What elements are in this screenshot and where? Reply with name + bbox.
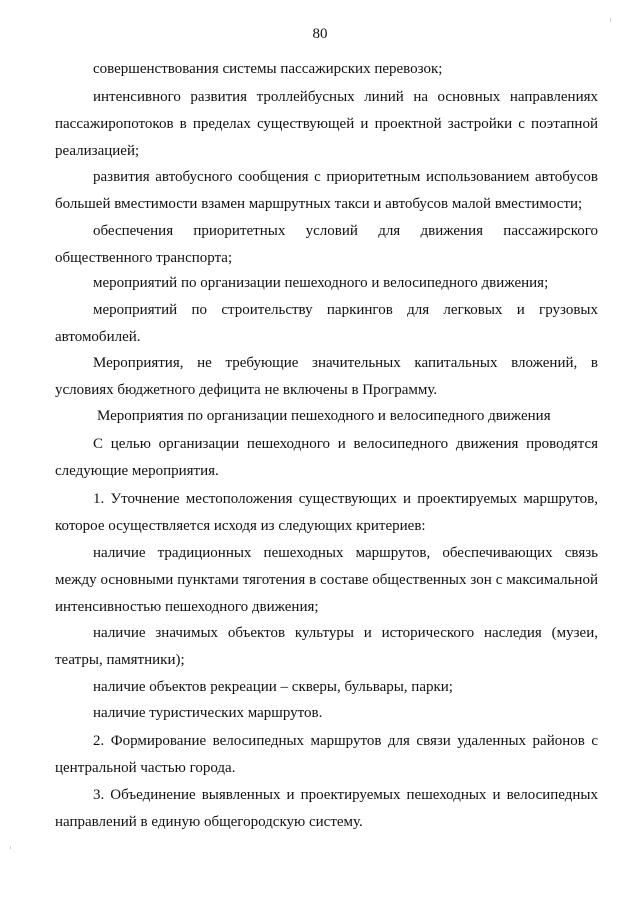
paragraph-trolleybus: интенсивного развития троллейбусных линий на основных направлениях пассажиропотоков в пределах существующей и проектной застройки с поэтапной реализацией; [55, 89, 598, 159]
section-heading: Мероприятия по организации пешеходного и велосипедного движения [97, 408, 551, 424]
paragraph-criterion-routes: наличие традиционных пешеходных маршрутов, обеспечивающих связь между основными пунктами тяготения в составе общественных зон с максимальной интенсивностью пешеходного движения; [55, 545, 598, 615]
paragraph-parking: мероприятий по строительству паркингов для легковых и грузовых автомобилей. [55, 302, 598, 345]
scan-speck [610, 18, 611, 22]
paragraph-criterion-culture: наличие значимых объектов культуры и исторического наследия (музеи, театры, памятники); [55, 625, 598, 668]
page-number: 80 [312, 26, 328, 42]
paragraph-item-2: 2. Формирование велосипедных маршрутов для связи удаленных районов с центральной частью города. [55, 733, 598, 776]
paragraph-public-transport-priority: обеспечения приоритетных условий для движения пассажирского общественного транспорта; [55, 223, 598, 266]
paragraph-passenger-transport: совершенствования системы пассажирских перевозок; [93, 61, 443, 77]
paragraph-criterion-recreation: наличие объектов рекреации – скверы, бульвары, парки; [93, 679, 453, 695]
paragraph-item-3: 3. Объединение выявленных и проектируемых пешеходных и велосипедных направлений в единую общегородскую систему. [55, 787, 598, 830]
paragraph-budget-deficit: Мероприятия, не требующие значительных капитальных вложений, в условиях бюджетного дефицита не включены в Программу. [55, 355, 598, 398]
paragraph-item-1: 1. Уточнение местоположения существующих и проектируемых маршрутов, которое осуществляется исходя из следующих критериев: [55, 491, 598, 534]
scan-speck [10, 846, 11, 849]
paragraph-criterion-tourism: наличие туристических маршрутов. [93, 705, 323, 721]
paragraph-pedestrian-cycling: мероприятий по организации пешеходного и велосипедного движения; [93, 275, 549, 291]
paragraph-intro: С целью организации пешеходного и велосипедного движения проводятся следующие мероприятия. [55, 436, 598, 479]
paragraph-bus-service: развития автобусного сообщения с приоритетным использованием автобусов большей вместимости взамен маршрутных такси и автобусов малой вместимости; [55, 169, 598, 212]
